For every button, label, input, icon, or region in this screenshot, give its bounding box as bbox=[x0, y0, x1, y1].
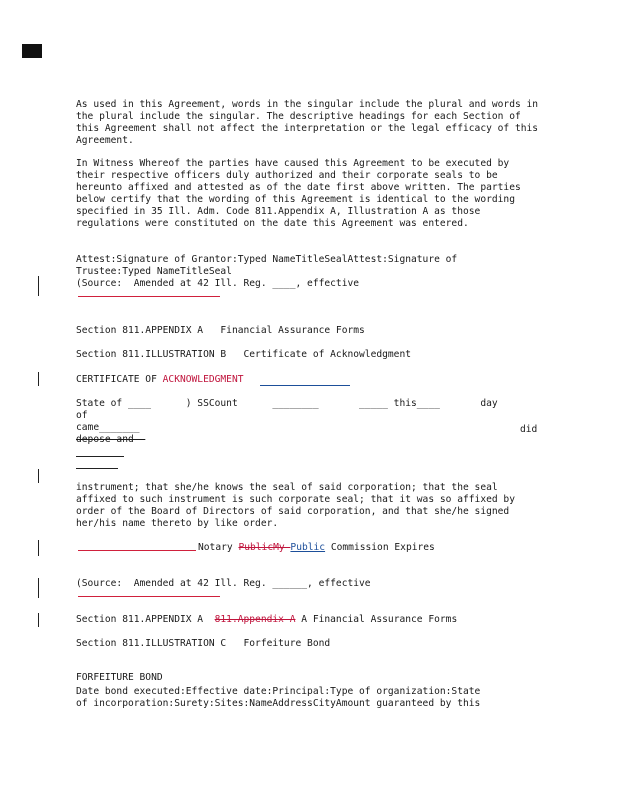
section-suffix: A Financial Assurance Forms bbox=[295, 614, 458, 625]
certificate-underline bbox=[260, 385, 350, 386]
bond-fields-line-1: Date bond executed:Effective date:Principal:Type of organization:State bbox=[76, 686, 481, 697]
notary-inserted-text: Public bbox=[290, 542, 326, 553]
forfeiture-bond-title: FORFEITURE BOND bbox=[76, 672, 163, 683]
notary-label: Notary bbox=[198, 542, 239, 553]
section-appendix-a-heading: Section 811.APPENDIX A Financial Assurance Forms bbox=[76, 325, 365, 336]
source-note-1: (Source: Amended at 42 Ill. Reg. ____, effective bbox=[76, 278, 360, 289]
blank-line bbox=[76, 456, 124, 457]
did-text: did bbox=[520, 424, 538, 435]
attest-line-2: Trustee:Typed NameTitleSeal bbox=[76, 266, 232, 277]
source-note-2: (Source: Amended at 42 Ill. Reg. ______, effective bbox=[76, 578, 371, 589]
depose-line: depose and bbox=[76, 434, 146, 445]
inserted-text-underline bbox=[78, 596, 220, 597]
certificate-prefix: CERTIFICATE OF bbox=[76, 374, 163, 385]
notary-deleted-text: PublicMy bbox=[238, 542, 291, 553]
inserted-text-underline bbox=[78, 296, 220, 297]
change-bar bbox=[38, 613, 39, 627]
change-bar bbox=[38, 578, 39, 598]
certificate-inserted-word: ACKNOWLEDGMENT bbox=[162, 374, 244, 385]
change-bar bbox=[38, 276, 39, 296]
scan-mark bbox=[22, 44, 42, 58]
attest-line-1: Attest:Signature of Grantor:Typed NameTitleSealAttest:Signature of bbox=[76, 254, 458, 265]
change-bar bbox=[38, 372, 39, 386]
notary-commission-label: Commission Expires bbox=[325, 542, 435, 553]
paragraph-witness: In Witness Whereof the parties have caused this Agreement to be executed by their respective officers duly authorized and their corporate seals to be hereunto affixed and attested as of the date first above written. The parties below certify that the wording of this Agreement is identical to the wording specified in 35 Ill. Adm. Code 811.Appendix A, Illustration A as those regulations were constituted on the date this Agreement was entered. bbox=[76, 158, 521, 229]
change-bar bbox=[38, 469, 39, 483]
paragraph-acknowledgment: instrument; that she/he knows the seal of said corporation; that the seal affixed to such instrument is such corporate seal; that it was so affixed by order of the Board of Directors of said corporation, and that she/he signed her/his name thereto by like order. bbox=[76, 482, 515, 529]
paragraph-headings: As used in this Agreement, words in the singular include the plural and words in the plural include the singular. The descriptive headings for each Section of this Agreement shall not affect the interpretation or the legal efficacy of this Agreement. bbox=[76, 99, 539, 146]
notary-line bbox=[198, 542, 618, 554]
section-deleted-text: 811.Appendix A bbox=[214, 614, 296, 625]
bond-fields-line-2: of incorporation:Surety:Sites:NameAddressCityAmount guaranteed by this bbox=[76, 698, 481, 709]
came-line: came_______ bbox=[76, 422, 140, 433]
section-illustration-b-heading: Section 811.ILLUSTRATION B Certificate of Acknowledgment bbox=[76, 349, 412, 360]
section-illustration-c-heading: Section 811.ILLUSTRATION C Forfeiture Bond bbox=[76, 638, 331, 649]
section-prefix: Section 811.APPENDIX A bbox=[76, 614, 215, 625]
section-appendix-a-heading-2 bbox=[76, 614, 546, 626]
state-county-line: State of ____ ) SSCount ________ _____ this____ day bbox=[76, 398, 498, 409]
blank-line bbox=[76, 468, 118, 469]
change-bar bbox=[38, 540, 39, 556]
of-line: of bbox=[76, 410, 88, 421]
notary-signature-line bbox=[78, 550, 196, 551]
